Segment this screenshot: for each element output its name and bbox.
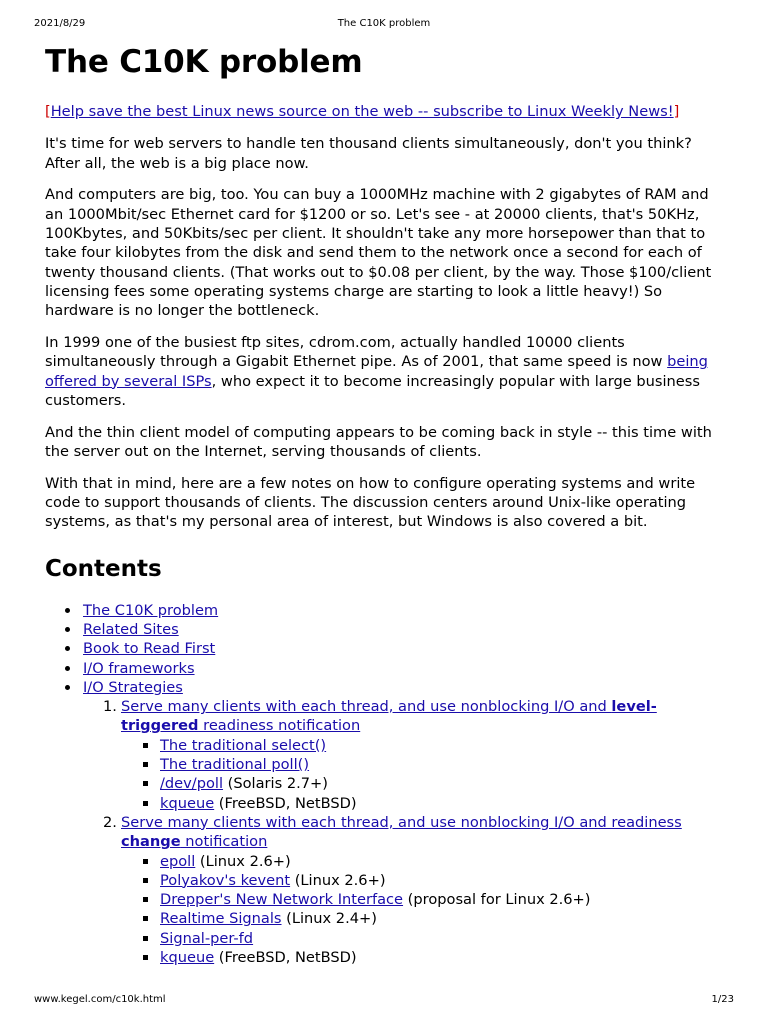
link-kqueue-2[interactable]: kqueue <box>160 948 215 966</box>
link-polyakov-kevent[interactable]: Polyakov's kevent <box>160 871 291 889</box>
sublist-item <box>143 929 720 948</box>
document-body <box>45 42 720 967</box>
strategy-link-level-triggered[interactable]: Serve many clients with each thread, and use nonblocking I/O and level-triggered readiness notification <box>121 698 657 735</box>
lwn-subscribe-link[interactable]: Help save the best Linux news source on the web -- subscribe to Linux Weekly News! <box>50 103 674 120</box>
toc-link-io-strategies[interactable]: I/O Strategies <box>83 678 183 696</box>
page-title: The C10K problem <box>45 44 363 80</box>
print-header-title: The C10K problem <box>337 18 431 29</box>
strategy-number: 1. <box>103 698 117 716</box>
sublist-item <box>143 852 720 871</box>
platform-note: (FreeBSD, NetBSD) <box>214 948 357 966</box>
link-realtime-signals[interactable]: Realtime Signals <box>160 910 282 928</box>
strategy-link-change-notification[interactable]: Serve many clients with each thread, and use nonblocking I/O and readiness change notification <box>121 813 682 851</box>
sublist-item <box>143 948 720 967</box>
platform-note: (proposal for Linux 2.6+) <box>403 891 591 909</box>
p3-text-after: , who expect it to become increasingly popular with large business customers. <box>45 372 700 409</box>
link-epoll[interactable]: epoll <box>160 852 196 870</box>
toc-link-book-to-read-first[interactable]: Book to Read First <box>83 640 216 658</box>
intro-paragraph-5: With that in mind, here are a few notes on how to configure operating systems and write code to support thousands of clients. The discussion centers around Unix-like operating systems, as that's my personal area of interest, but Windows is also covered a bit. <box>45 474 696 531</box>
link-traditional-poll[interactable]: The traditional poll() <box>160 756 310 774</box>
banner-open-bracket: [ <box>45 103 51 120</box>
sublist-item <box>143 909 720 928</box>
toc-link-related-sites[interactable]: Related Sites <box>83 620 179 638</box>
intro-paragraph-3 <box>45 333 720 410</box>
p3-text-before: In 1999 one of the busiest ftp sites, cdrom.com, actually handled 10000 clients simultaneously through a Gigabit Ethernet pipe. As of 2001, that same speed is now <box>45 333 668 371</box>
link-kqueue[interactable]: kqueue <box>160 794 215 812</box>
toc-item <box>65 678 720 967</box>
toc-item <box>65 639 720 658</box>
platform-note: (Linux 2.4+) <box>281 910 377 928</box>
toc-item <box>65 620 720 639</box>
intro-paragraph-2: And computers are big, too. You can buy a 1000MHz machine with 2 gigabytes of RAM and an 1000Mbit/sec Ethernet card for $1200 or so. Let's see - at 20000 clients, that's 50KHz, 100Kbytes, and 50Kbits/sec per client. It shouldn't take any more horsepower than that to take four kilobytes from the disk and send them to the network once a second for each of twenty thousand clients. (That works out to $0.08 per client, by the way. Those $100/client licensing fees some operating systems charge are starting to look a little heavy!) So hardware is no longer the bottleneck. <box>45 186 712 320</box>
intro-paragraph-4: And the thin client model of computing appears to be coming back in style -- this time with the server out on the Internet, serving thousands of clients. <box>45 423 712 460</box>
platform-note: (FreeBSD, NetBSD) <box>214 794 357 812</box>
link-traditional-select[interactable]: The traditional select() <box>160 736 327 754</box>
strategy-1-sublist <box>121 736 720 813</box>
table-of-contents <box>45 601 720 968</box>
sublist-item <box>143 890 720 909</box>
io-strategies-list <box>83 697 720 967</box>
platform-note: (Linux 2.6+) <box>290 871 386 889</box>
sublist-item <box>143 871 720 890</box>
intro-paragraph-1: It's time for web servers to handle ten thousand clients simultaneously, don't you think? After all, the web is a big place now. <box>45 135 692 172</box>
toc-link-io-frameworks[interactable]: I/O frameworks <box>83 659 195 677</box>
banner-close-bracket: ] <box>673 103 680 120</box>
platform-note: (Solaris 2.7+) <box>223 775 328 793</box>
sublist-item <box>143 774 720 793</box>
lwn-banner <box>45 102 720 121</box>
strategy-item-2 <box>103 813 720 967</box>
isps-link[interactable]: being offered by several ISPs <box>45 353 708 390</box>
print-footer-url: www.kegel.com/c10k.html <box>34 994 166 1005</box>
toc-item <box>65 659 720 678</box>
platform-note: (Linux 2.6+) <box>195 852 291 870</box>
print-footer-page-number: 1/23 <box>711 994 734 1005</box>
toc-link-c10k-problem[interactable]: The C10K problem <box>83 601 219 619</box>
print-header-date: 2021/8/29 <box>34 18 86 29</box>
sublist-item <box>143 794 720 813</box>
toc-item <box>65 601 720 620</box>
strategy-number: 2. <box>103 813 117 831</box>
strategy-item-1 <box>103 697 720 813</box>
sublist-item <box>143 755 720 774</box>
link-dev-poll[interactable]: /dev/poll <box>160 775 224 793</box>
sublist-item <box>143 736 720 755</box>
contents-heading: Contents <box>45 555 162 582</box>
link-signal-per-fd[interactable]: Signal-per-fd <box>160 929 254 947</box>
strategy-2-sublist <box>121 852 720 968</box>
link-drepper-network-interface[interactable]: Drepper's New Network Interface <box>160 891 404 909</box>
